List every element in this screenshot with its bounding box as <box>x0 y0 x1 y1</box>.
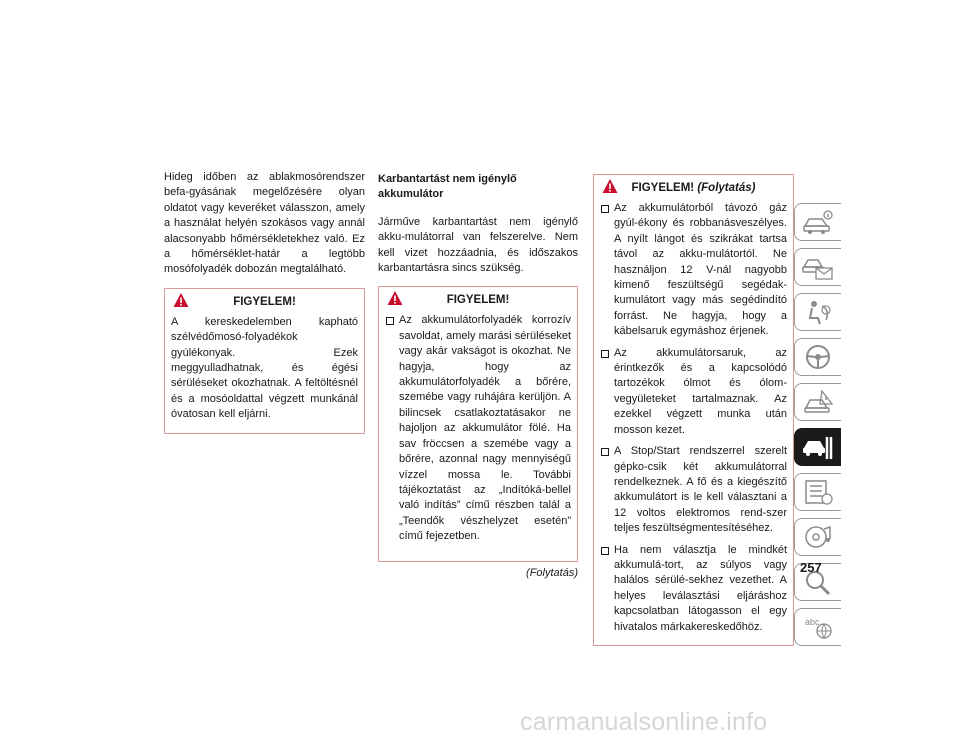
warning-title <box>600 181 787 196</box>
bullet-text: A Stop/Start rendszerrel szerelt gépko-csik két akkumulátorral rendelkeznek. A fő és a kiegészítő akkumulátort is le kell választani a 12 voltos elektromos rend-szer teljes feszültségmentesítéséhez. <box>614 445 787 535</box>
warning-box <box>164 288 365 434</box>
warning-header <box>171 289 358 315</box>
tab-car-airbag[interactable] <box>794 293 841 331</box>
warning-bullet <box>600 346 787 438</box>
intro-paragraph: Járműve karbantartást nem igénylő akku-mulátorral van felszerelve. Nem kell vizet hozzáadnia, és időszakos karbantartásra sincs szükség. <box>378 215 578 275</box>
car-mail-icon <box>802 253 834 281</box>
warning-title: FIGYELEM! <box>233 295 296 308</box>
warning-bullet <box>600 444 787 536</box>
warning-title-text: FIGYELEM! <box>631 182 695 194</box>
tab-steering-wheel[interactable] <box>794 338 841 376</box>
column-right <box>593 174 794 646</box>
tab-specifications[interactable] <box>794 473 841 511</box>
tab-car-mail[interactable] <box>794 248 841 286</box>
svg-text:abc: abc <box>805 617 820 627</box>
watermark: carmanualsonline.info <box>520 708 768 736</box>
specifications-list-icon <box>802 478 834 506</box>
steering-wheel-icon <box>802 343 834 371</box>
tab-car-info[interactable] <box>794 203 841 241</box>
warning-header <box>600 175 787 201</box>
column-left <box>164 170 365 434</box>
warning-header <box>385 287 571 313</box>
bullet-square-icon <box>601 350 609 358</box>
car-service-tools-icon <box>802 433 834 461</box>
continued-label: (Folytatás) <box>526 566 578 579</box>
bullet-square-icon <box>601 205 609 213</box>
tab-language[interactable] <box>794 608 841 646</box>
warning-title: FIGYELEM! <box>446 294 510 307</box>
bullet-text: Az akkumulátorfolyadék korrozív savoldat, amely marási sérüléseket vagy akár vakságot is okozhat. Ne hagyja, hogy az akkumulátorfolyadék a bőrére, szemébe vagy ruhájára kerüljön. A bilincsek csatlakoztatásakor ne hajoljon az akkumulátor fölé. Ha sav fröccsen a szemébe vagy a bőrére, azonnal nagy mennyiségű vízzel mossa le. További tájékoztatást az „Indítóká-bellel való indítás” című részben talál a „Teendők vészhelyzet esetén” című fejezetben. <box>399 314 571 543</box>
bullet-square-icon <box>601 547 609 555</box>
tab-multimedia[interactable] <box>794 518 841 556</box>
warning-bullet <box>600 201 787 340</box>
tab-car-crash[interactable] <box>794 383 841 421</box>
warning-box <box>378 286 578 561</box>
warning-body: A kereskedelemben kapható szélvédőmosó-folyadékok gyúlékonyak. Ezek meggyulladhatnak, és égési sérüléseket okozhatnak. A feltöltésnél és a mosóoldattal végzett munkánál óvatosan kell eljárni. <box>171 315 358 421</box>
bullet-square-icon <box>601 448 609 456</box>
page-number: 257 <box>800 560 822 575</box>
section-heading: Karbantartást nem igénylő akkumulátor <box>378 173 517 201</box>
car-crash-icon <box>802 388 834 416</box>
column-middle <box>378 172 578 581</box>
tab-car-service[interactable] <box>794 428 841 466</box>
warning-title-suffix: (Folytatás) <box>697 182 756 194</box>
intro-paragraph: Hideg időben az ablakmosórendszer befa-gyásának megelőzésére olyan oldatot vagy keveréket válasszon, amely a használat helyén szokásos vagy annál alacsonyabb hőmérsékletekhez való. Ez a hőmérséklet-határ a legtöbb mosófolyadék dobozán megtalálható. <box>164 171 365 276</box>
bullet-text: Ha nem választja le mindkét akkumulá-tort, az súlyos vagy halálos sérülé-sekhez vezethet. A helyes leválasztási eljáráshoz kapcsolatban látogasson el egy hivatalos márkakereskedőhöz. <box>614 543 787 633</box>
multimedia-icon <box>802 523 834 551</box>
chapter-tabs <box>794 203 842 653</box>
car-airbag-icon <box>802 298 834 326</box>
bullet-text: Az akkumulátorból távozó gáz gyúl-ékony és robbanásveszélyes. A nyílt lángot és szikrákat tartsa távol az akku-mulátortól. Ne használjon 12 V-nál nagyobb kimenő feszültségű segédak-kumulátort vagy más segédindító forrást. Ne hagyja, hogy a kábelsaruk egymáshoz érjenek. <box>614 202 787 338</box>
car-info-icon <box>802 208 834 236</box>
language-icon <box>802 613 834 641</box>
bullet-square-icon <box>386 317 394 325</box>
bullet-text: Az akkumulátorsaruk, az érintkezők és a kapcsolódó tartozékok ólmot és ólom-vegyületeket tartalmaznak. Az ezekkel végzett munka után mosson kezet. <box>614 346 787 436</box>
warning-bullet <box>385 313 571 544</box>
warning-box <box>593 174 794 646</box>
warning-bullet <box>600 543 787 635</box>
